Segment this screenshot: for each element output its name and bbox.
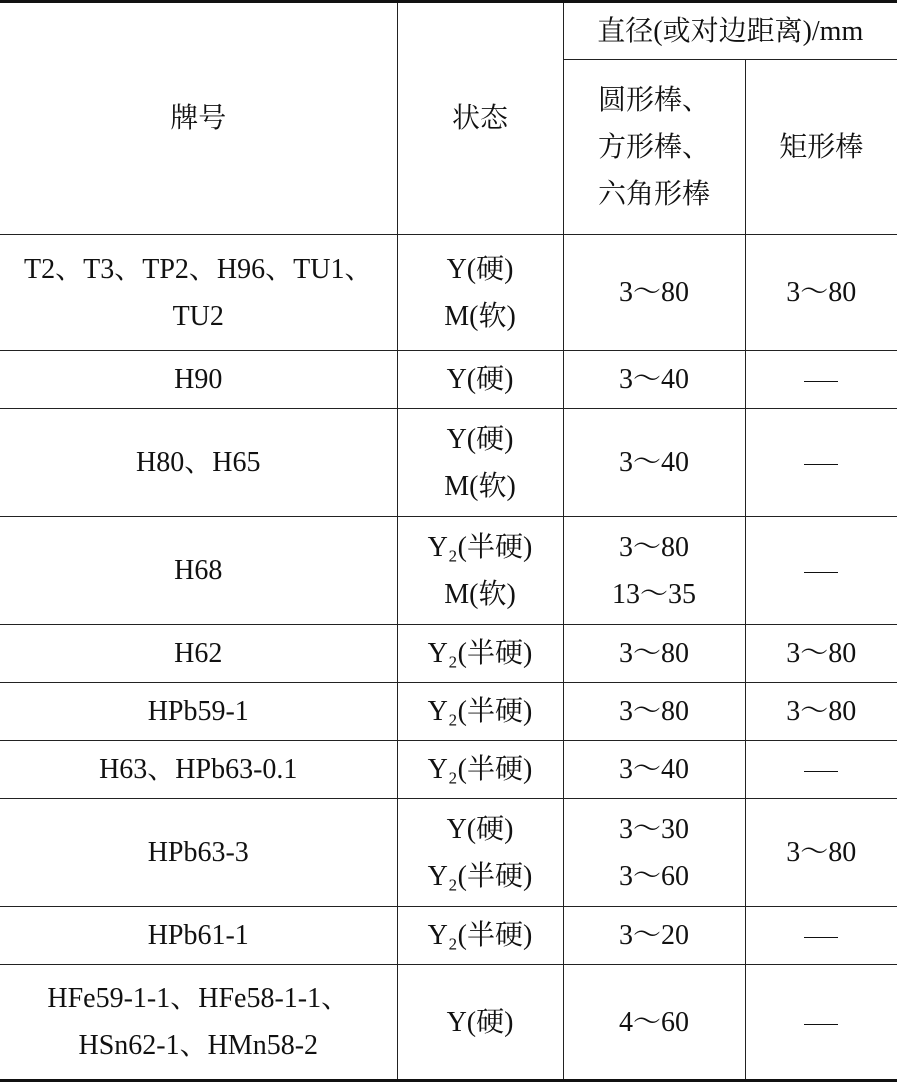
cell-brand-line: HPb61-1 [147,920,249,951]
table-row [0,351,897,409]
cell-rectangular: 3～80 [745,235,897,351]
cell-brand [0,235,397,351]
cell-round-square-hex-line: 3～80 [618,696,689,727]
cell-brand [0,965,397,1081]
cell-state [397,351,563,409]
header-rectangular: 矩形棒 [745,60,897,235]
cell-rectangular: 3～80 [745,683,897,741]
cell-round-square-hex-line: 3～80 [618,531,689,563]
cell-state-line: M(软) [444,578,516,610]
cell-round-square-hex [563,351,745,409]
cell-brand-line: HSn62-1、HMn58-2 [78,1030,319,1061]
cell-state-line: Y₂(半硬) [427,920,533,951]
table-row [0,235,897,351]
cell-state-line: Y₂(半硬) [427,696,533,727]
cell-state-line: Y₂(半硬) [427,531,533,563]
cell-brand [0,683,397,741]
cell-round-square-hex [563,235,745,351]
cell-round-square-hex-line: 3～60 [618,860,689,892]
dash-mark [804,381,838,382]
cell-state [397,907,563,965]
cell-brand-line: H80、H65 [136,447,261,478]
header-round-square-hex [563,60,745,235]
cell-round-square-hex-line: 3～20 [618,920,689,951]
cell-round-square-hex [563,683,745,741]
cell-round-square-hex-line: 3～40 [618,447,689,478]
cell-rectangular [745,351,897,409]
cell-rectangular [745,907,897,965]
table-row [0,907,897,965]
cell-round-square-hex [563,907,745,965]
header-diameter-group: 直径(或对边距离)/mm [563,2,897,60]
cell-state-line: Y(硬) [446,1006,514,1038]
cell-brand-line: H62 [174,638,223,669]
cell-state [397,965,563,1081]
cell-brand [0,907,397,965]
table-row [0,683,897,741]
cell-round-square-hex-line: 13～35 [611,578,696,610]
cell-state-line: M(软) [444,470,516,502]
cell-brand-line: H63、HPb63-0.1 [99,754,298,785]
cell-round-square-hex-line: 3～40 [618,754,689,785]
dash-mark [804,771,838,772]
cell-round-square-hex [563,965,745,1081]
header-rsh-line: 圆形棒、 [597,84,710,116]
table-header [0,2,897,235]
cell-state-line: Y₂(半硬) [427,860,533,892]
cell-round-square-hex-line: 3～40 [618,364,689,395]
dash-mark [804,464,838,465]
table-row [0,741,897,799]
cell-rectangular [745,517,897,625]
table-row [0,625,897,683]
cell-round-square-hex [563,741,745,799]
dash-mark [804,937,838,938]
cell-state [397,741,563,799]
cell-rectangular: 3～80 [745,625,897,683]
table-row [0,965,897,1081]
cell-state-line: Y₂(半硬) [427,754,533,785]
header-rsh-line: 六角形棒 [597,178,710,210]
cell-round-square-hex [563,409,745,517]
header-brand: 牌号 [0,2,397,235]
cell-round-square-hex [563,799,745,907]
cell-state [397,683,563,741]
cell-brand-line: H90 [174,364,223,395]
table-row [0,517,897,625]
cell-state [397,625,563,683]
cell-rectangular: 3～80 [745,799,897,907]
cell-brand-line: HPb59-1 [147,696,249,727]
cell-state [397,517,563,625]
table-row [0,409,897,517]
cell-state-line: Y(硬) [446,364,514,395]
table-row [0,799,897,907]
cell-round-square-hex-line: 4～60 [618,1006,689,1038]
table-body [0,235,897,1081]
cell-round-square-hex-line: 3～80 [618,277,689,308]
cell-brand [0,517,397,625]
cell-state-line: Y(硬) [446,813,514,845]
cell-state [397,235,563,351]
cell-state-line: M(软) [444,300,516,332]
cell-brand-line: HFe59-1-1、HFe58-1-1、 [47,983,350,1014]
header-state: 状态 [397,2,563,235]
cell-brand [0,799,397,907]
cell-state-line: Y₂(半硬) [427,638,533,669]
cell-brand-line: T2、T3、TP2、H96、TU1、TU2 [24,253,373,332]
cell-brand [0,741,397,799]
cell-rectangular [745,965,897,1081]
cell-brand [0,351,397,409]
cell-rectangular [745,409,897,517]
cell-round-square-hex-line: 3～80 [618,638,689,669]
cell-brand [0,409,397,517]
cell-round-square-hex-line: 3～30 [618,813,689,845]
cell-state-line: Y(硬) [446,423,514,455]
cell-brand [0,625,397,683]
cell-rectangular [745,741,897,799]
cell-state [397,799,563,907]
dash-mark [804,1024,838,1025]
cell-brand-line: HPb63-3 [147,837,249,868]
cell-state [397,409,563,517]
cell-round-square-hex [563,517,745,625]
cell-brand-line: H68 [174,555,223,586]
cell-round-square-hex [563,625,745,683]
header-rsh-line: 方形棒、 [597,131,710,163]
cell-state-line: Y(硬) [446,253,514,285]
dash-mark [804,572,838,573]
